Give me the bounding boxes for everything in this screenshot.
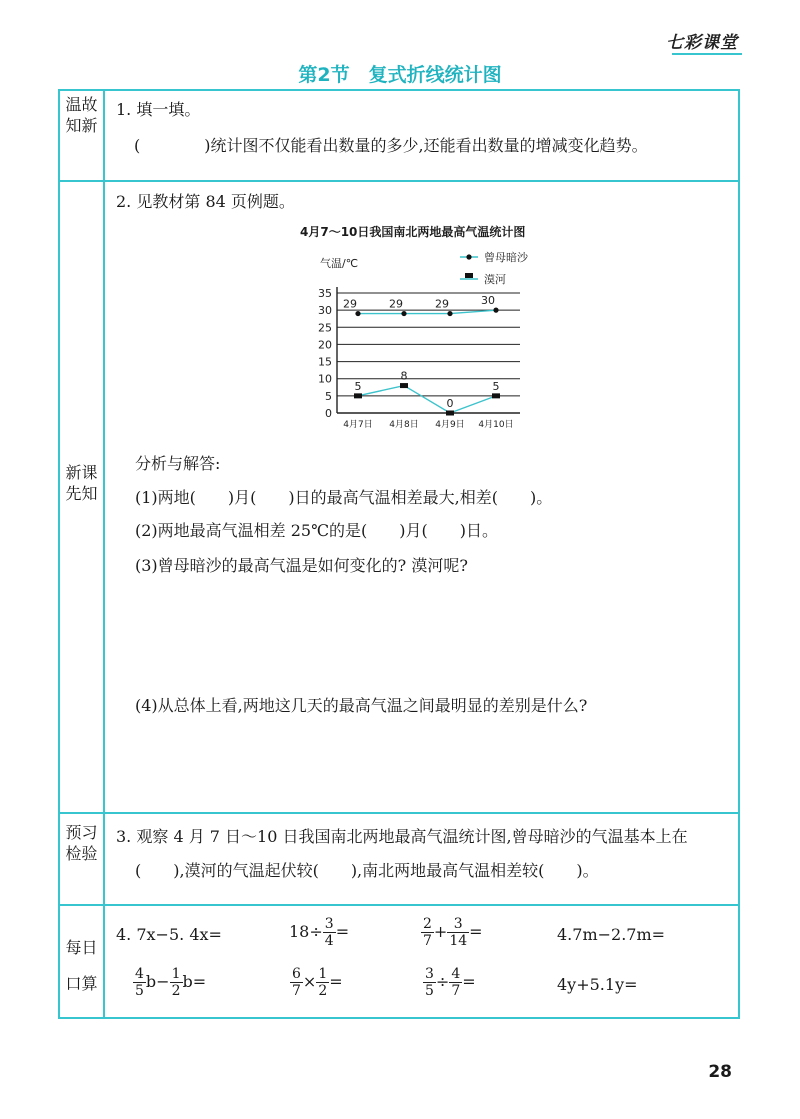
fraction-numerator: 3 xyxy=(447,916,469,933)
y-tick-label: 0 xyxy=(325,407,332,420)
fraction-denominator: 2 xyxy=(318,983,328,999)
fraction xyxy=(421,916,434,949)
operator: × xyxy=(302,972,317,991)
data-point xyxy=(493,308,498,313)
y-tick-label: 10 xyxy=(318,372,332,386)
calc-1c xyxy=(421,916,483,949)
calc-2b-suffix: = xyxy=(329,972,343,991)
chart-y-ticks xyxy=(318,287,332,420)
fraction xyxy=(133,966,146,999)
calc-2a xyxy=(133,966,206,999)
question-2-part-3: (3)曾母暗沙的最高气温是如何变化的? 漠河呢? xyxy=(135,556,468,575)
fraction xyxy=(316,966,329,999)
legend-label: 漠河 xyxy=(484,273,506,286)
x-tick-label: 4月9日 xyxy=(435,420,465,430)
fraction-denominator: 5 xyxy=(425,983,434,999)
row-divider-3 xyxy=(58,904,740,906)
question-1-text: ( )统计图不仅能看出数量的多少,还能看出数量的增减变化趋势。 xyxy=(134,136,648,155)
brand-underline xyxy=(672,53,742,55)
page-title: 第2节 复式折线统计图 xyxy=(298,64,502,86)
calc-1b xyxy=(289,916,349,949)
calc-1b-suffix: = xyxy=(335,922,350,941)
chart-series xyxy=(343,294,500,415)
calc-1d: 4.7m−2.7m= xyxy=(557,925,666,944)
section-label-daily-calc-2: 口算 xyxy=(65,974,98,993)
calc-2a-mid: b− xyxy=(145,972,170,991)
data-label: 0 xyxy=(446,397,454,410)
data-point xyxy=(355,311,360,316)
fraction-denominator: 7 xyxy=(292,983,301,999)
series-line xyxy=(358,386,496,413)
legend-label: 曾母暗沙 xyxy=(484,251,528,264)
fraction xyxy=(323,916,336,949)
calc-2d: 4y+5.1y= xyxy=(557,975,638,994)
fraction-denominator: 4 xyxy=(324,933,334,949)
page-number: 28 xyxy=(708,1062,732,1082)
y-tick-label: 5 xyxy=(325,389,332,403)
chart-x-ticks xyxy=(343,419,513,430)
fraction-numerator: 4 xyxy=(135,966,144,982)
data-label: 5 xyxy=(354,379,362,393)
fraction-numerator: 3 xyxy=(425,966,434,982)
calc-2c-suffix: = xyxy=(462,972,476,991)
question-2-title: 2. 见教材第 84 页例题。 xyxy=(116,192,295,211)
data-point xyxy=(400,383,408,388)
fraction-numerator: 1 xyxy=(171,966,181,982)
operator: + xyxy=(433,922,448,941)
chart-legend xyxy=(460,250,529,286)
data-point xyxy=(447,311,452,316)
y-tick-label: 20 xyxy=(318,338,332,352)
x-tick-label: 4月10日 xyxy=(478,420,514,430)
data-label: 29 xyxy=(343,297,357,311)
data-label: 5 xyxy=(492,379,500,393)
legend-marker xyxy=(465,273,473,278)
fraction xyxy=(449,966,462,999)
row-divider-1 xyxy=(58,180,740,182)
data-point xyxy=(492,393,500,398)
calc-1a: 4. 7x−5. 4x= xyxy=(116,925,222,944)
x-tick-label: 4月7日 xyxy=(343,420,373,430)
temperature-line-chart xyxy=(300,245,560,435)
chart-y-axis-label: 气温/℃ xyxy=(320,257,359,270)
fraction-numerator: 6 xyxy=(292,966,301,982)
y-tick-label: 15 xyxy=(318,355,332,369)
operator: ÷ xyxy=(435,972,450,991)
data-label: 30 xyxy=(481,294,495,308)
data-label: 8 xyxy=(400,369,408,383)
question-2-part-4: (4)从总体上看,两地这几天的最高气温之间最明显的差别是什么? xyxy=(135,696,588,715)
question-3-line-1: 3. 观察 4 月 7 日～10 日我国南北两地最高气温统计图,曾母暗沙的气温基本上在 xyxy=(116,827,688,846)
question-1-title: 1. 填一填。 xyxy=(116,100,201,119)
series-line xyxy=(358,310,496,313)
y-tick-label: 25 xyxy=(318,321,332,335)
y-tick-label: 35 xyxy=(318,287,332,300)
legend-marker xyxy=(466,254,471,259)
fraction-denominator: 2 xyxy=(171,983,181,999)
x-tick-label: 4月8日 xyxy=(389,420,419,430)
fraction-denominator: 7 xyxy=(423,933,432,949)
fraction xyxy=(290,966,303,999)
data-point xyxy=(401,311,406,316)
data-label: 29 xyxy=(389,297,403,311)
data-point xyxy=(446,411,454,416)
y-tick-label: 30 xyxy=(318,304,332,318)
analysis-title: 分析与解答: xyxy=(135,454,221,473)
brand-logo: 七彩课堂 xyxy=(666,33,738,53)
data-point xyxy=(354,393,362,398)
question-3-line-2: ( ),漠河的气温起伏较( ),南北两地最高气温相差较( )。 xyxy=(135,861,599,880)
fraction-denominator: 7 xyxy=(451,983,461,999)
calc-2c xyxy=(423,966,476,999)
fraction-numerator: 3 xyxy=(324,916,334,932)
fraction xyxy=(170,966,183,999)
section-label-new-lesson: 新课先知 xyxy=(65,463,98,503)
fraction xyxy=(423,966,436,999)
section-label-review: 温故知新 xyxy=(65,95,98,135)
question-2-part-1: (1)两地( )月( )日的最高气温相差最大,相差( )。 xyxy=(135,488,553,507)
section-label-daily-calc-1: 每日 xyxy=(65,938,98,957)
fraction-numerator: 2 xyxy=(423,916,432,932)
row-divider-2 xyxy=(58,812,740,814)
label-column-divider xyxy=(103,89,105,1019)
calc-1b-prefix: 18÷ xyxy=(289,922,323,941)
chart-title: 4月7～10日我国南北两地最高气温统计图 xyxy=(300,225,526,239)
fraction-denominator: 14 xyxy=(449,933,468,949)
calc-2a-suffix: b= xyxy=(182,972,207,991)
fraction-denominator: 5 xyxy=(135,983,144,999)
fraction xyxy=(447,916,469,949)
fraction-numerator: 1 xyxy=(318,966,328,982)
question-2-part-2: (2)两地最高气温相差 25℃的是( )月( )日。 xyxy=(135,521,498,540)
calc-2b xyxy=(290,966,343,999)
fraction-numerator: 4 xyxy=(451,966,461,982)
data-label: 29 xyxy=(435,297,449,311)
calc-1c-suffix: = xyxy=(469,922,483,941)
section-label-preview-check: 预习检验 xyxy=(65,823,98,863)
